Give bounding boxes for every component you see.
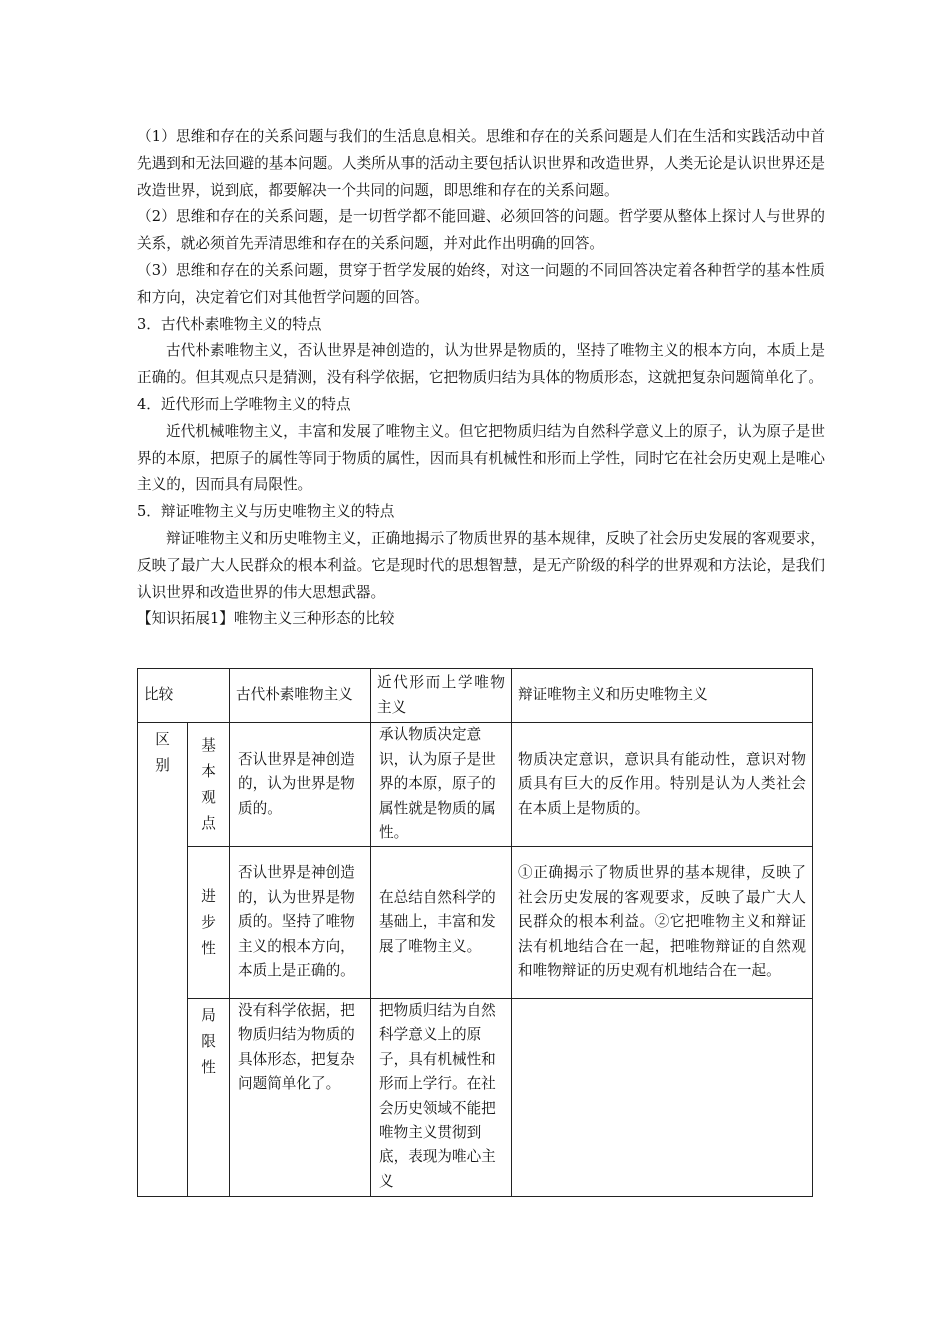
paragraph-2: （2）思维和存在的关系问题，是一切哲学都不能回避、必须回答的问题。哲学要从整体上探讨人与世界的关系，就必须首先弄清思维和存在的关系问题，并对此作出明确的回答。 — [137, 208, 825, 253]
row-label-cell — [188, 999, 230, 1197]
group-label-cell — [138, 723, 188, 1197]
cell-progress-modern: 在总结自然科学的基础上，丰富和发展了唯物主义。 — [371, 847, 512, 999]
table-row — [138, 723, 813, 847]
cell-progress-ancient: 否认世界是神创造的，认为世界是物质的。坚持了唯物主义的根本方向，本质上是正确的。 — [230, 847, 371, 999]
section-body-3: 古代朴素唯物主义，否认世界是神创造的，认为世界是物质的，坚持了唯物主义的根本方向，本质上是正确的。但其观点只是猜测，没有科学依据，它把物质归结为具体的物质形态，这就把复杂问题简单化了。 — [137, 342, 825, 387]
row-label-cell — [188, 847, 230, 999]
header-compare: 比较 — [138, 669, 230, 723]
header-ancient: 古代朴素唯物主义 — [230, 669, 371, 723]
cell-limit-ancient: 没有科学依据，把物质归结为物质的具体形态，把复杂问题简单化了。 — [230, 999, 371, 1197]
table-row — [138, 999, 813, 1197]
cell-basic-dialectical: 物质决定意识，意识具有能动性，意识对物质具有巨大的反作用。特别是认为人类社会在本质上是物质的。 — [512, 723, 813, 847]
cell-limit-modern: 把物质归结为自然科学意义上的原子，具有机械性和形而上学行。在社会历史领域不能把唯物主义贯彻到底，表现为唯心主义 — [371, 999, 512, 1197]
header-dialectical: 辩证唯物主义和历史唯物主义 — [512, 669, 813, 723]
row-label-limitation: 局限性 — [201, 1007, 216, 1076]
section-heading-5: 5．辩证唯物主义与历史唯物主义的特点 — [137, 503, 395, 521]
extension-title: 【知识拓展1】唯物主义三种形态的比较 — [137, 610, 395, 628]
section-heading-3: 3．古代朴素唯物主义的特点 — [137, 315, 322, 333]
paragraph-1: （1）思维和存在的关系问题与我们的生活息息相关。思维和存在的关系问题是人们在生活和实践活动中首先遇到和无法回避的基本问题。人类所从事的活动主要包括认识世界和改造世界，人类无论是认识世界还是改造世界，说到底，都要解决一个共同的问题，即思维和存在的关系问题。 — [137, 128, 825, 199]
paragraph-3: （3）思维和存在的关系问题，贯穿于哲学发展的始终，对这一问题的不同回答决定着各种哲学的基本性质和方向，决定着它们对其他哲学问题的回答。 — [137, 261, 825, 306]
row-label-cell — [188, 723, 230, 847]
cell-limit-dialectical — [512, 999, 813, 1197]
body-text — [137, 124, 825, 633]
section-body-5: 辩证唯物主义和历史唯物主义，正确地揭示了物质世界的基本规律，反映了社会历史发展的客观要求，反映了最广大人民群众的根本利益。它是现时代的思想智慧，是无产阶级的科学的世界观和方法论，是我们认识世界和改造世界的伟大思想武器。 — [137, 529, 825, 601]
cell-basic-ancient: 否认世界是神创造的，认为世界是物质的。 — [230, 723, 371, 847]
cell-basic-modern: 承认物质决定意识，认为原子是世界的本原，原子的属性就是物质的属性。 — [371, 723, 512, 847]
section-heading-4: 4．近代形而上学唯物主义的特点 — [137, 395, 351, 413]
comparison-table — [137, 668, 813, 1197]
section-body-4: 近代机械唯物主义，丰富和发展了唯物主义。但它把物质归结为自然科学意义上的原子，认为原子是世界的本原，把原子的属性等同于物质的属性，因而具有机械性和形而上学性，同时它在社会历史观上是唯心主义的，因而具有局限性。 — [137, 422, 825, 494]
row-label-progress: 进步性 — [201, 887, 216, 957]
group-label: 区别 — [155, 731, 170, 774]
table-row — [138, 847, 813, 999]
cell-progress-dialectical: ①正确揭示了物质世界的基本规律，反映了社会历史发展的客观要求，反映了最广大人民群众的根本利益。②它把唯物主义和辩证法有机地结合在一起，把唯物辩证的自然观和唯物辩证的历史观有机地结合在一起。 — [512, 847, 813, 999]
header-modern: 近代形而上学唯物主义 — [371, 669, 512, 723]
table-header-row — [138, 669, 813, 723]
row-label-basic: 基本观点 — [201, 736, 216, 832]
